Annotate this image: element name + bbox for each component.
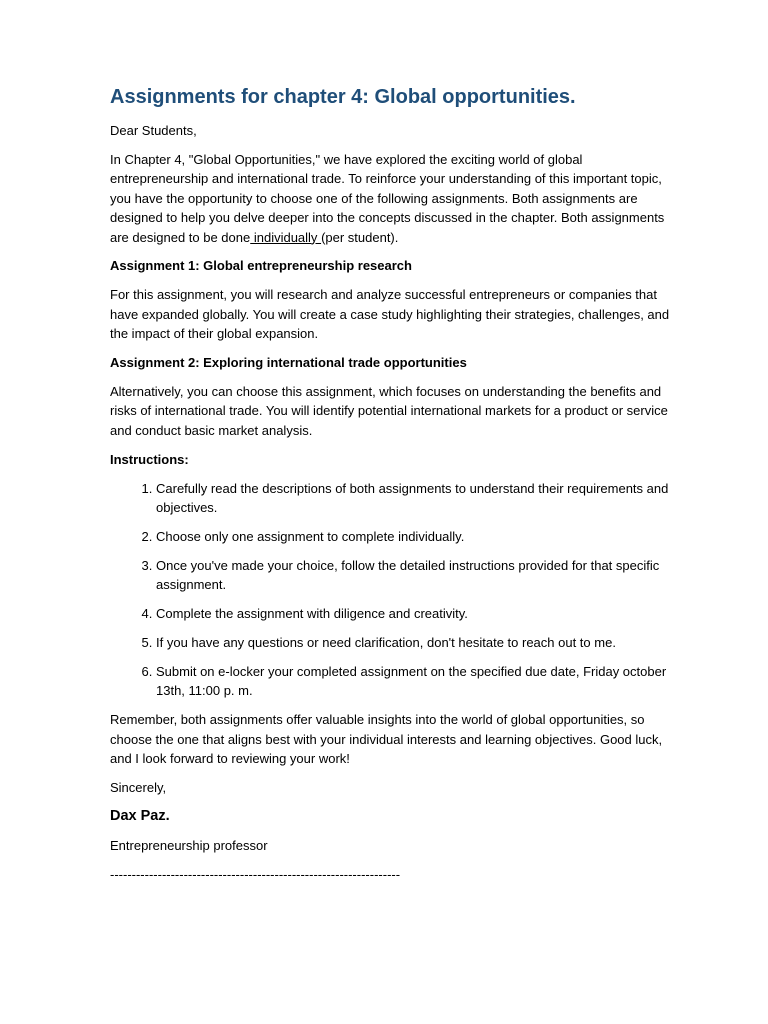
list-item: 6. Submit on e-locker your completed assignment on the specified due date, Friday october 13th, 11:00 p. m. — [156, 662, 670, 701]
intro-text-end: (per student). — [321, 229, 399, 245]
assignment-1-body: For this assignment, you will research and analyze successful entrepreneurs or companies that have expanded globally. You will create a case study highlighting their strategies, challenges, and the impact of their global expansion. — [110, 287, 670, 342]
greeting: Dear Students, — [110, 123, 197, 138]
sign-off: Sincerely, — [110, 779, 167, 795]
assignment-2-body: Alternatively, you can choose this assignment, which focuses on understanding the benefits and risks of international trade. You will identify potential international markets for a product or service and conduct basic market analysis. — [110, 383, 668, 438]
list-item: 3. Once you've made your choice, follow the detailed instructions provided for that specific assignment. — [156, 556, 670, 595]
list-item: 4. Complete the assignment with diligence and creativity. — [156, 604, 670, 623]
intro-underlined-text: individually — [250, 229, 322, 245]
intro-text: In Chapter 4, "Global Opportunities," we have explored the exciting world of global entrepreneurship and international trade. To reinforce your understanding of this important topic, you have the opportunity to choose one of the following assignments. Both assignments are designed to help you delve deeper into the concepts discussed in the chapter. Both assignments are designed to be done — [110, 151, 665, 245]
divider-line: ------------------------------------------------------------------- — [110, 866, 401, 882]
instructions-heading: Instructions: — [110, 451, 189, 467]
signature-role: Entrepreneurship professor — [110, 837, 268, 853]
signature-name: Dax Paz. — [110, 807, 170, 824]
list-item: 2. Choose only one assignment to complete individually. — [156, 527, 670, 546]
document-page — [110, 84, 670, 884]
instructions-list — [110, 479, 670, 701]
list-item: 5. If you have any questions or need clarification, don't hesitate to reach out to me. — [156, 633, 670, 652]
closing-paragraph: Remember, both assignments offer valuable insights into the world of global opportunities, so choose the one that aligns best with your individual interests and learning objectives. Good luck, and I look forward to reviewing your work! — [110, 712, 663, 767]
intro-paragraph — [110, 150, 670, 247]
document-title: Assignments for chapter 4: Global opportunities. — [110, 86, 576, 108]
assignment-1-heading: Assignment 1: Global entrepreneurship research — [110, 258, 412, 274]
assignment-2-heading: Assignment 2: Exploring international trade opportunities — [110, 355, 467, 371]
list-item: 1. Carefully read the descriptions of both assignments to understand their requirements and objectives. — [156, 479, 670, 518]
